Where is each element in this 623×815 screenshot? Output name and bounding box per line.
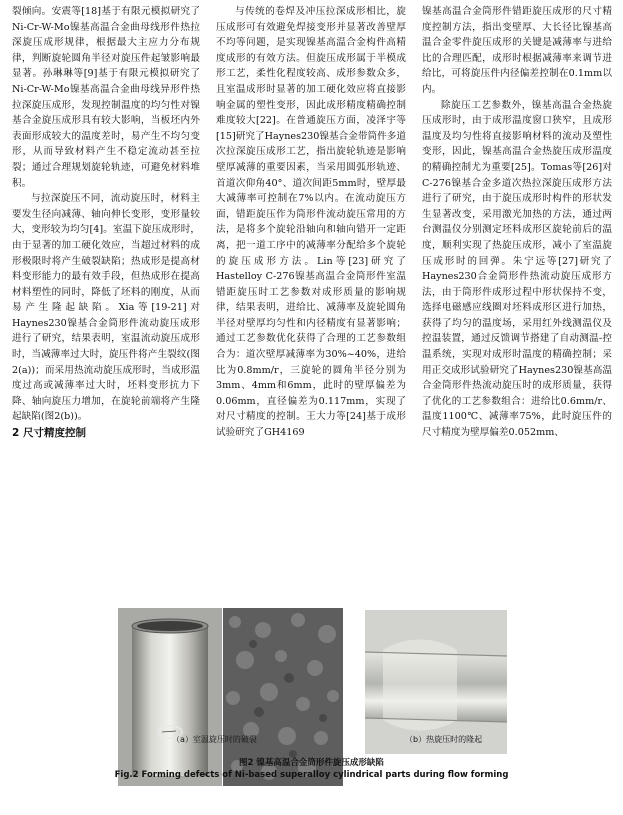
figure-caption-cn: 图2 镍基高温合金筒形件旋压成形缺陷	[239, 758, 384, 768]
section-heading: 2 尺寸精度控制	[12, 427, 86, 440]
bulge-illustration	[365, 610, 507, 754]
text-column-right	[422, 4, 612, 441]
paragraph: 裂倾向。安震等[18]基于有限元模拟研究了Ni-Cr-W-Mo镍基高温合金曲母线形件热拉深旋压成形规律，根据最大主应力分布规律，判断旋轮圆角半径对旋压件起皱影响最显著。孙琳琳等[9]基于有限元模拟研究了Ni-Cr-W-Mo镍基高温合金曲母线异形件热拉深旋压成形，发现控制温度的均匀性对镍基合金旋压成形具有较大影响，当板坯内外表面形成较大的温度差时，易产生不均匀变形，从而导致材料产生不稳定流动甚至拉裂；通过合理规划旋轮轨迹，可避免材料堆积。	[12, 6, 200, 189]
paragraph: 除旋压工艺参数外，镍基高温合金热旋压成形时，由于成形温度窗口狭窄，且成形温度及均匀性将直接影响材料的流动及塑性变形，因此，镍基高温合金热旋压成形温度的精确控制尤为重要[25]。Tomas等[26]对C-276镍基合金多道次热拉深旋压成形方法进行了研究，由于旋压成形时构件的形状发生显著改变，采用激光加热的方法，通过两台测温仪分别测定坯料成形区旋轮前后的温度，顺利实现了热旋压成形，减小了室温旋压成形时的回弹。朱宁远等[27]研究了Haynes230合金筒形件热流动旋压成形方法，由于筒形件成形过程中形状保持不变，选择电磁感应线圈对坯料成形区进行加热，获得了均匀的温度场，采用红外线测温仪及控温装置，通过反馈调节搭建了自动测温-控温系统，实现对成形时温度的精确控制；采用正交成形试验研究了Haynes230镍基高温合金筒形件热流动旋压时的成形质量，获得了优化的工艺参数组合：进给比0.6mm/r、温度1100℃、减薄率75%，此时旋压件的尺寸精度为壁厚偏差0.052mm、	[422, 99, 612, 439]
paragraph: 与拉深旋压不同，流动旋压时，材料主要发生径向减薄、轴向伸长变形，变形量较大，变形较为均匀[4]。室温下旋压成形时，由于显著的加工硬化效应，当超过材料的成形极限时将产生破裂缺陷；热成形是提高材料变形能力的最有效手段，但热成形在提高材料塑性的同时，降低了坯料的刚度，从而易产生隆起缺陷。Xia等[19-21]对Haynes230镍基合金筒形件流动旋压成形进行了研究，结果表明，室温流动旋压成形时，当减薄率过大时，旋压件将产生裂纹(图2(a))；而采用热流动旋压成形时，当成形温度过高或减薄率过大时，坯料变形抗力下降、轴向旋压力增加，在旋轮前端将产生隆起缺陷(图2(b))。	[12, 193, 200, 423]
paragraph: 镍基高温合金筒形件错距旋压成形的尺寸精度控制方法，指出变壁厚、大长径比镍基高温合金零件旋压成形的关键是减薄率与进给比的合理匹配，成形时根据减薄率来调节进给比，可将旋压件内径偏差控制在0.1mm以内。	[422, 6, 612, 95]
figure-2a-label: （a）室温旋压时的破裂	[172, 735, 257, 744]
text-column-middle	[216, 4, 406, 441]
text-column-left	[12, 4, 200, 441]
bulged-cylinder-photo	[365, 610, 507, 754]
figure-2b-label: （b）热旋压时的隆起	[405, 735, 483, 744]
figure-caption-en: Fig.2 Forming defects of Ni-based superalloy cylindrical parts during flow forming	[114, 770, 509, 780]
paragraph: 与传统的卷焊及冲压拉深成形相比，旋压成形可有效避免焊接变形并显著改善壁厚不均等问题，是实现镍基高温合金构件高精度成形的有效方法。但旋压成形属于半模成形工艺，柔性化程度较高、成形参数众多，且室温成形时显著的加工硬化效应将直接影响金属的塑性变形，因此成形精度精确控制难度较大[22]。在普通旋压方面，凌泽宇等[15]研究了Haynes230镍基合金带筒件多道次拉深旋压成形工艺，指出旋轮轨迹是影响壁厚减薄的重要因素，当采用圆弧形轨迹、首道次仰角40°、道次间距5mm时，壁厚最大减薄率可控制在7%以内。在流动旋压方面，错距旋压作为筒形件流动旋压常用的方法，是将多个旋轮沿轴向和轴向错开一定距离，把一道工序中的减薄率分配给多个旋轮的旋压成形方法。Lin等[23]研究了Hastelloy C-276镍基高温合金筒形件室温错距旋压时工艺参数对成形质量的影响规律，结果表明，进给比、减薄率及旋轮圆角半径对壁厚均匀性和内径精度有显著影响；通过工艺参数优化获得了合理的工艺参数组合为：道次壁厚减薄率为30%~40%，进给比为0.8mm/r，三旋轮的圆角半径分别为3mm、4mm和6mm，此时的壁厚偏差为0.06mm，直径偏差为0.117mm，实现了对尺寸精度的控制。王大力等[24]基于成形试验研究了GH4169	[216, 6, 406, 439]
